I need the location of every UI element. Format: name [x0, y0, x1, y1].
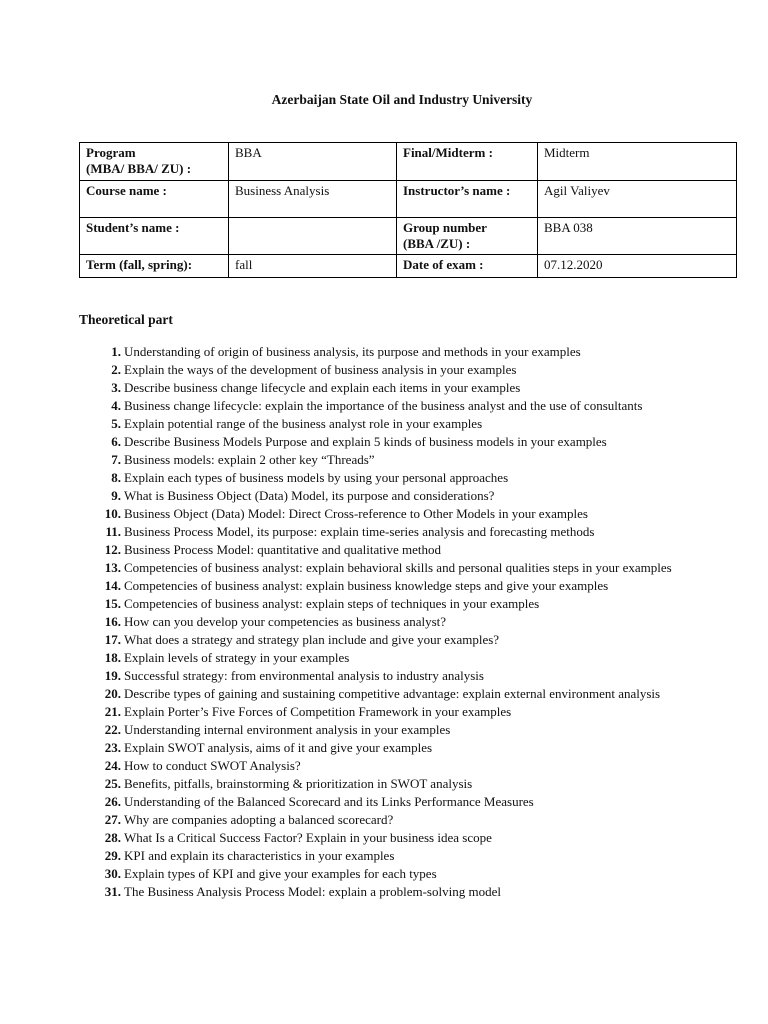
exam-info-table: [79, 142, 737, 278]
question-number: 17.: [104, 632, 121, 647]
question-number: 9.: [111, 488, 121, 503]
question-item: [79, 631, 724, 649]
question-number: 11.: [105, 524, 121, 539]
question-text: Benefits, pitfalls, brainstorming & prioritization in SWOT analysis: [124, 776, 473, 791]
question-item: [79, 811, 724, 829]
question-text: Business Object (Data) Model: Direct Cross-reference to Other Models in your examples: [124, 506, 588, 521]
question-item: [79, 883, 724, 901]
question-text: Explain Porter’s Five Forces of Competition Framework in your examples: [124, 704, 512, 719]
group-label-line2: (BBA /ZU) :: [403, 236, 471, 251]
question-number: 23.: [104, 740, 121, 755]
question-text: Successful strategy: from environmental analysis to industry analysis: [124, 668, 484, 683]
question-number: 27.: [104, 812, 121, 827]
question-item: [79, 559, 724, 577]
question-number: 19.: [104, 668, 121, 683]
question-item: [79, 829, 724, 847]
section-title: Theoretical part: [79, 312, 173, 327]
question-item: [79, 775, 724, 793]
question-text: Competencies of business analyst: explain business knowledge steps and give your examples: [124, 578, 609, 593]
question-item: [79, 397, 724, 415]
table-row: [80, 143, 737, 181]
question-text: What Is a Critical Success Factor? Explain in your business idea scope: [124, 830, 492, 845]
program-label: [80, 143, 229, 181]
question-number: 18.: [104, 650, 121, 665]
question-number: 24.: [104, 758, 121, 773]
question-item: [79, 469, 724, 487]
question-number: 7.: [111, 452, 121, 467]
university-title: Azerbaijan State Oil and Industry University: [271, 92, 533, 107]
question-text: Explain the ways of the development of business analysis in your examples: [124, 362, 517, 377]
question-list: [79, 343, 724, 901]
program-label-line1: Program: [86, 145, 136, 160]
question-item: [79, 577, 724, 595]
group-value: BBA 038: [538, 218, 737, 255]
question-number: 20.: [104, 686, 121, 701]
question-item: [79, 793, 724, 811]
question-item: [79, 487, 724, 505]
question-text: Explain SWOT analysis, aims of it and give your examples: [124, 740, 433, 755]
question-text: Competencies of business analyst: explain steps of techniques in your examples: [124, 596, 540, 611]
question-number: 14.: [104, 578, 121, 593]
question-number: 29.: [104, 848, 121, 863]
question-item: [79, 541, 724, 559]
term-label: Term (fall, spring):: [80, 255, 229, 278]
instructor-value: Agil Valiyev: [538, 181, 737, 218]
question-text: Business models: explain 2 other key “Threads”: [124, 452, 375, 467]
question-text: Understanding of the Balanced Scorecard and its Links Performance Measures: [124, 794, 534, 809]
question-item: [79, 595, 724, 613]
question-number: 1.: [111, 344, 121, 359]
table-row: [80, 255, 737, 278]
question-text: The Business Analysis Process Model: explain a problem-solving model: [124, 884, 501, 899]
program-value: BBA: [229, 143, 397, 181]
question-number: 15.: [104, 596, 121, 611]
question-item: [79, 703, 724, 721]
question-number: 3.: [111, 380, 121, 395]
question-text: Explain types of KPI and give your examples for each types: [124, 866, 437, 881]
question-item: [79, 361, 724, 379]
question-number: 13.: [104, 560, 121, 575]
question-text: How can you develop your competencies as business analyst?: [124, 614, 447, 629]
group-label: [397, 218, 538, 255]
question-text: Explain each types of business models by using your personal approaches: [124, 470, 509, 485]
group-label-line1: Group number: [403, 220, 487, 235]
question-text: Explain levels of strategy in your examples: [124, 650, 350, 665]
question-number: 16.: [104, 614, 121, 629]
question-text: Business Process Model, its purpose: explain time-series analysis and forecasting methods: [124, 524, 595, 539]
student-label: Student’s name :: [80, 218, 229, 255]
question-number: 28.: [104, 830, 121, 845]
question-item: [79, 343, 724, 361]
question-item: [79, 523, 724, 541]
question-item: [79, 415, 724, 433]
question-text: Business change lifecycle: explain the importance of the business analyst and the use of consultants: [124, 398, 643, 413]
table-row: [80, 181, 737, 218]
question-item: [79, 865, 724, 883]
question-item: [79, 739, 724, 757]
final-midterm-label: Final/Midterm :: [397, 143, 538, 181]
question-item: [79, 379, 724, 397]
question-text: Describe business change lifecycle and explain each items in your examples: [124, 380, 521, 395]
question-text: Understanding of origin of business analysis, its purpose and methods in your examples: [124, 344, 581, 359]
question-text: How to conduct SWOT Analysis?: [124, 758, 301, 773]
question-item: [79, 649, 724, 667]
question-number: 4.: [111, 398, 121, 413]
instructor-label: Instructor’s name :: [397, 181, 538, 218]
question-item: [79, 847, 724, 865]
date-value: 07.12.2020: [538, 255, 737, 278]
question-text: What does a strategy and strategy plan include and give your examples?: [124, 632, 500, 647]
question-number: 31.: [104, 884, 121, 899]
final-midterm-value: Midterm: [538, 143, 737, 181]
question-text: What is Business Object (Data) Model, its purpose and considerations?: [124, 488, 495, 503]
question-item: [79, 433, 724, 451]
question-number: 12.: [104, 542, 121, 557]
question-number: 26.: [104, 794, 121, 809]
question-text: KPI and explain its characteristics in your examples: [124, 848, 395, 863]
question-text: Competencies of business analyst: explain behavioral skills and personal qualities steps in your examples: [124, 560, 672, 575]
question-number: 21.: [104, 704, 121, 719]
course-value: Business Analysis: [229, 181, 397, 218]
question-number: 8.: [111, 470, 121, 485]
question-text: Describe Business Models Purpose and explain 5 kinds of business models in your examples: [124, 434, 607, 449]
question-item: [79, 505, 724, 523]
date-label: Date of exam :: [397, 255, 538, 278]
question-number: 6.: [111, 434, 121, 449]
question-text: Why are companies adopting a balanced scorecard?: [124, 812, 394, 827]
question-item: [79, 685, 724, 703]
question-number: 5.: [111, 416, 121, 431]
question-text: Understanding internal environment analysis in your examples: [124, 722, 451, 737]
question-number: 22.: [104, 722, 121, 737]
term-value: fall: [229, 255, 397, 278]
program-label-line2: (MBA/ BBA/ ZU) :: [86, 161, 192, 176]
question-item: [79, 757, 724, 775]
question-text: Business Process Model: quantitative and qualitative method: [124, 542, 442, 557]
table-row: [80, 218, 737, 255]
course-label: Course name :: [80, 181, 229, 218]
question-item: [79, 721, 724, 739]
question-item: [79, 451, 724, 469]
question-text: Explain potential range of the business analyst role in your examples: [124, 416, 483, 431]
question-number: 25.: [104, 776, 121, 791]
question-item: [79, 667, 724, 685]
question-number: 10.: [104, 506, 121, 521]
question-number: 30.: [104, 866, 121, 881]
question-text: Describe types of gaining and sustaining competitive advantage: explain external environment analysis: [124, 686, 661, 701]
question-item: [79, 613, 724, 631]
student-value: [229, 218, 397, 255]
question-number: 2.: [111, 362, 121, 377]
